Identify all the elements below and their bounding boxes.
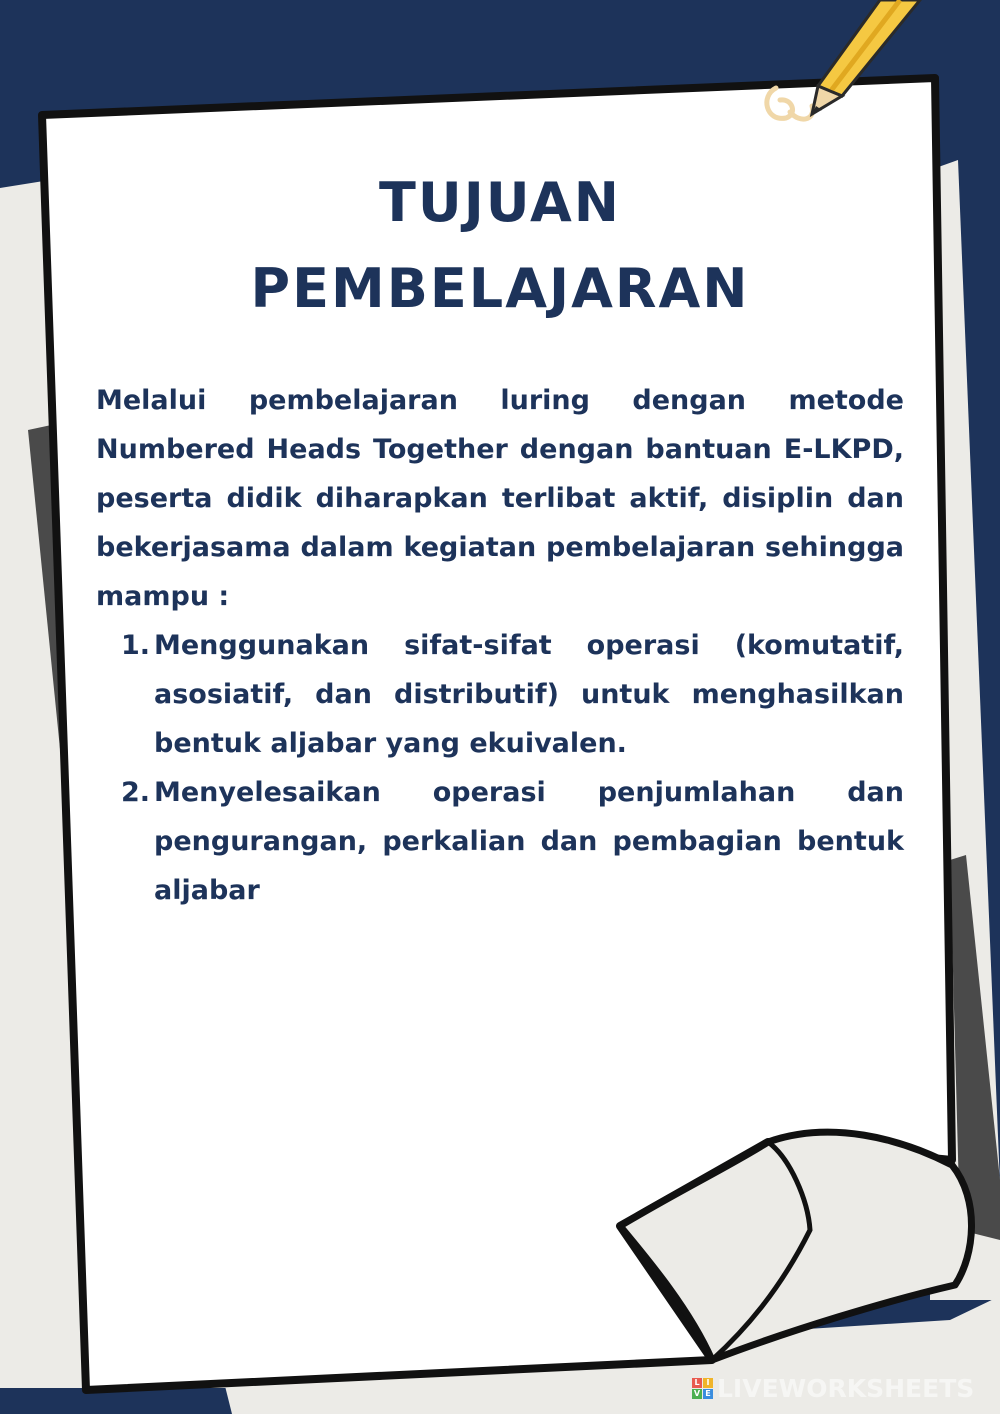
title-line-2: PEMBELAJARAN — [250, 257, 750, 320]
intro-paragraph: Melalui pembelajaran luring dengan metode Numbered Heads Together dengan bantuan E-LKPD, peserta didik diharapkan terlibat aktif, disiplin dan bekerjasama dalam kegiatan pembelajaran sehingga mampu : — [96, 385, 904, 612]
liveworksheets-watermark — [692, 1374, 974, 1403]
objective-item-2 — [96, 768, 904, 915]
objective-item-1 — [96, 621, 904, 768]
logo-letter: E — [703, 1389, 713, 1399]
objective-number: 1. — [120, 630, 150, 661]
logo-letter: L — [692, 1378, 702, 1388]
title-line-1: TUJUAN — [379, 171, 621, 234]
page-title — [96, 160, 904, 332]
watermark-text: LIVEWORKSHEETS — [717, 1374, 975, 1403]
objective-number: 2. — [120, 777, 150, 808]
objective-text: Menyelesaikan operasi penjumlahan dan pengurangan, perkalian dan pembagian bentuk aljabar — [154, 777, 904, 906]
learning-objectives-content — [96, 160, 904, 915]
liveworksheets-logo-icon — [692, 1378, 713, 1399]
logo-letter: V — [693, 1389, 701, 1398]
objective-text: Menggunakan sifat-sifat operasi (komutatif, asosiatif, dan distributif) untuk menghasilkan bentuk aljabar yang ekuivalen. — [154, 630, 904, 759]
objectives-list — [96, 621, 904, 915]
logo-letter: I — [703, 1378, 713, 1388]
